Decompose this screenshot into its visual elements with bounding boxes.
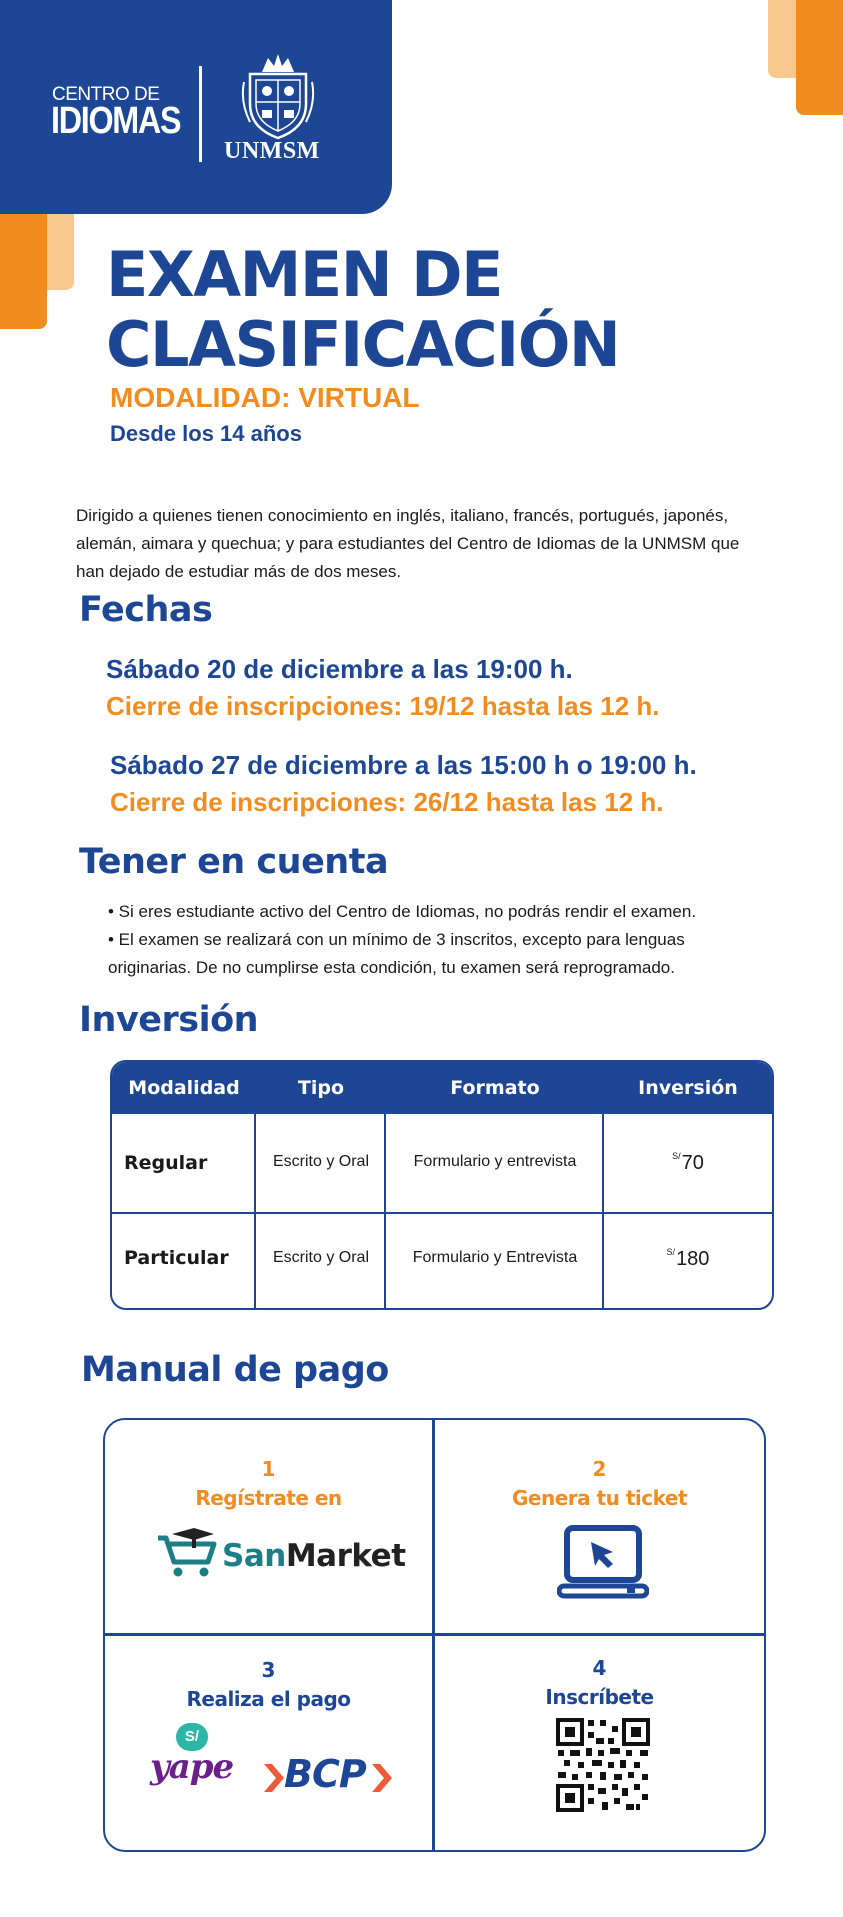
bcp-chevron-left-icon — [262, 1762, 286, 1794]
page-title — [106, 240, 806, 380]
logo-divider — [199, 66, 202, 162]
cell-inversion — [604, 1151, 772, 1175]
cell-modalidad: Particular — [124, 1247, 229, 1269]
fecha-2-cierre: Cierre de inscripciones: 26/12 hasta las 12 h. — [110, 787, 664, 817]
university-seal-icon — [240, 52, 316, 140]
note-bullet-1: • Si eres estudiante activo del Centro de Idiomas, no podrás rendir el examen. — [108, 902, 697, 921]
logo-centro-text: CENTRO DE — [52, 84, 160, 105]
column-header-inversion: Inversión — [638, 1077, 738, 1099]
intro-line: alemán, aimara y quechua; y para estudiantes del Centro de Idiomas de la UNMSM que — [76, 534, 740, 553]
price-table — [110, 1060, 774, 1310]
tener-en-cuenta-heading: Tener en cuenta — [79, 842, 389, 882]
table-header — [112, 1062, 772, 1114]
step-1-label: Regístrate en — [195, 1486, 342, 1510]
logo-idiomas-text: IDIOMAS — [51, 100, 181, 142]
logo-unmsm-text: UNMSM — [224, 138, 320, 164]
step-2-label: Genera tu ticket — [511, 1486, 688, 1510]
cell-formato: Formulario y entrevista — [413, 1153, 577, 1170]
note-bullet-2-line-2: originarias. De no cumplirse esta condición, tu examen será reprogramado. — [108, 958, 675, 977]
cell-tipo: Escrito y Oral — [272, 1153, 369, 1170]
laptop-click-icon — [557, 1524, 649, 1600]
currency-symbol: S/ — [672, 1151, 681, 1161]
price-amount: 70 — [681, 1152, 704, 1174]
step-2-number: 2 — [592, 1457, 607, 1481]
cell-tipo: Escrito y Oral — [272, 1249, 369, 1266]
cell-formato: Formulario y Entrevista — [412, 1249, 578, 1266]
intro-line: Dirigido a quienes tienen conocimiento en inglés, italiano, francés, portugués, japonés, — [76, 506, 729, 525]
decor-bar-orange-left — [0, 214, 47, 329]
intro-line: han dejado de estudiar más de dos meses. — [76, 562, 402, 581]
yape-logo: yape — [150, 1747, 234, 1787]
cell-inversion — [604, 1247, 772, 1271]
modalidad-label: MODALIDAD: VIRTUAL — [110, 382, 420, 413]
fecha-1-date: Sábado 20 de diciembre a las 19:00 h. — [106, 654, 573, 684]
note-bullet-2-line-1: • El examen se realizará con un mínimo de 3 inscritos, excepto para lenguas — [108, 930, 685, 949]
fecha-2-date: Sábado 27 de diciembre a las 15:00 h o 19:00 h. — [110, 750, 697, 780]
bcp-chevron-right-icon — [370, 1762, 394, 1794]
currency-symbol: S/ — [666, 1247, 676, 1257]
step-4-number: 4 — [592, 1656, 607, 1680]
cell-modalidad: Regular — [124, 1152, 208, 1174]
price-amount: 180 — [676, 1248, 710, 1270]
sanmarket-logo-part: San — [222, 1538, 286, 1574]
column-header-tipo: Tipo — [297, 1077, 345, 1099]
step-3-label: Realiza el pago — [186, 1687, 351, 1711]
grid-divider — [105, 1633, 764, 1636]
sanmarket-logo-part: Market — [285, 1538, 406, 1574]
step-3-number: 3 — [261, 1658, 276, 1682]
title-line-1: EXAMEN DE — [106, 238, 502, 311]
sanmarket-logo — [222, 1538, 406, 1574]
title-line-2: CLASIFICACIÓN — [106, 308, 620, 381]
inversion-heading: Inversión — [79, 1000, 259, 1040]
decor-bar-orange — [796, 0, 843, 115]
fecha-1-cierre: Cierre de inscripciones: 19/12 hasta las 12 h. — [106, 691, 660, 721]
manual-pago-heading: Manual de pago — [81, 1350, 389, 1390]
age-requirement: Desde los 14 años — [110, 421, 302, 446]
step-1-number: 1 — [261, 1457, 276, 1481]
qr-code-icon[interactable] — [556, 1718, 650, 1812]
step-4-label: Inscríbete — [545, 1685, 654, 1709]
column-header-formato: Formato — [450, 1077, 540, 1099]
shopping-cart-icon — [152, 1528, 220, 1578]
table-row-divider — [112, 1212, 772, 1214]
intro-paragraph — [76, 502, 776, 586]
yape-badge: S/ — [176, 1723, 208, 1751]
bcp-logo: BCP — [284, 1752, 366, 1796]
column-header-modalidad: Modalidad — [128, 1077, 240, 1099]
fechas-heading: Fechas — [79, 590, 213, 630]
